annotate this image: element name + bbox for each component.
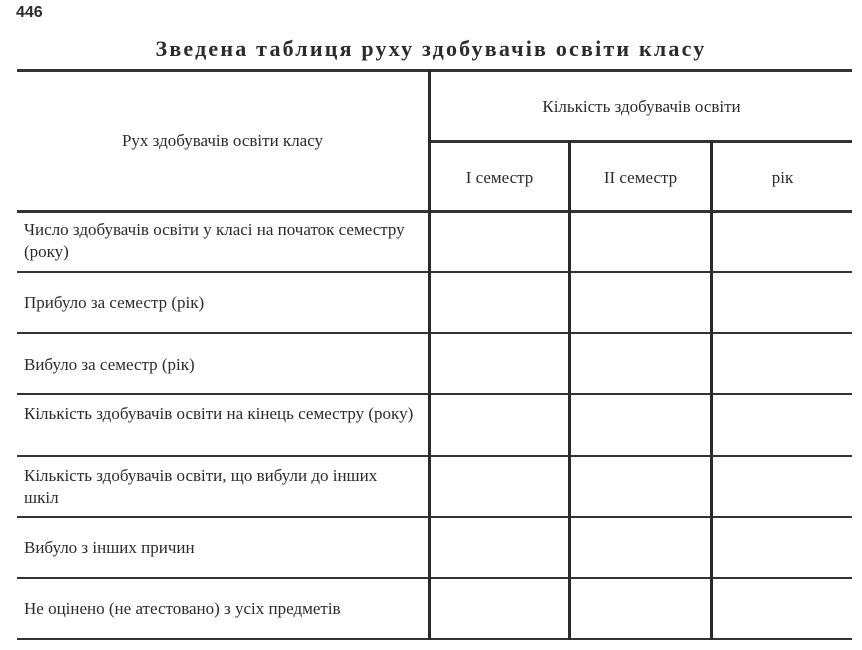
column-header-semester-1: I семестр <box>465 168 534 187</box>
row-label: Кількість здобувачів освіти на кінець семестру (року) <box>24 404 414 423</box>
row-divider <box>17 577 852 579</box>
group-header-divider <box>429 140 852 143</box>
row-divider <box>17 393 852 395</box>
row-label: Кількість здобувачів освіти, що вибули до інших шкіл <box>24 466 378 507</box>
row-label: Число здобувачів освіти у класі на початок семестру (року) <box>24 220 405 261</box>
table-bottom-border <box>17 638 852 640</box>
column-divider <box>428 70 431 640</box>
group-header-cell: Кількість здобувачів освіти <box>542 97 741 116</box>
row-divider <box>17 271 852 273</box>
row-header-cell: Рух здобувачів освіти класу <box>121 131 324 150</box>
row-label: Вибуло з інших причин <box>24 538 195 557</box>
column-header-semester-2: II семестр <box>603 168 678 187</box>
row-label: Вибуло за семестр (рік) <box>24 355 195 374</box>
row-divider <box>17 455 852 457</box>
table-title: Зведена таблиця руху здобувачів освіти класу <box>155 36 707 61</box>
row-label: Прибуло за семестр (рік) <box>24 293 205 312</box>
row-label: Не оцінено (не атестовано) з усіх предметів <box>24 599 341 618</box>
row-divider <box>17 332 852 334</box>
page-number: 446 <box>16 4 43 21</box>
value-cell[interactable] <box>431 213 568 271</box>
row-divider <box>17 516 852 518</box>
value-cell[interactable] <box>713 213 852 271</box>
column-header-year: рік <box>771 168 794 187</box>
table-top-border <box>17 69 852 72</box>
value-cell[interactable] <box>571 213 710 271</box>
